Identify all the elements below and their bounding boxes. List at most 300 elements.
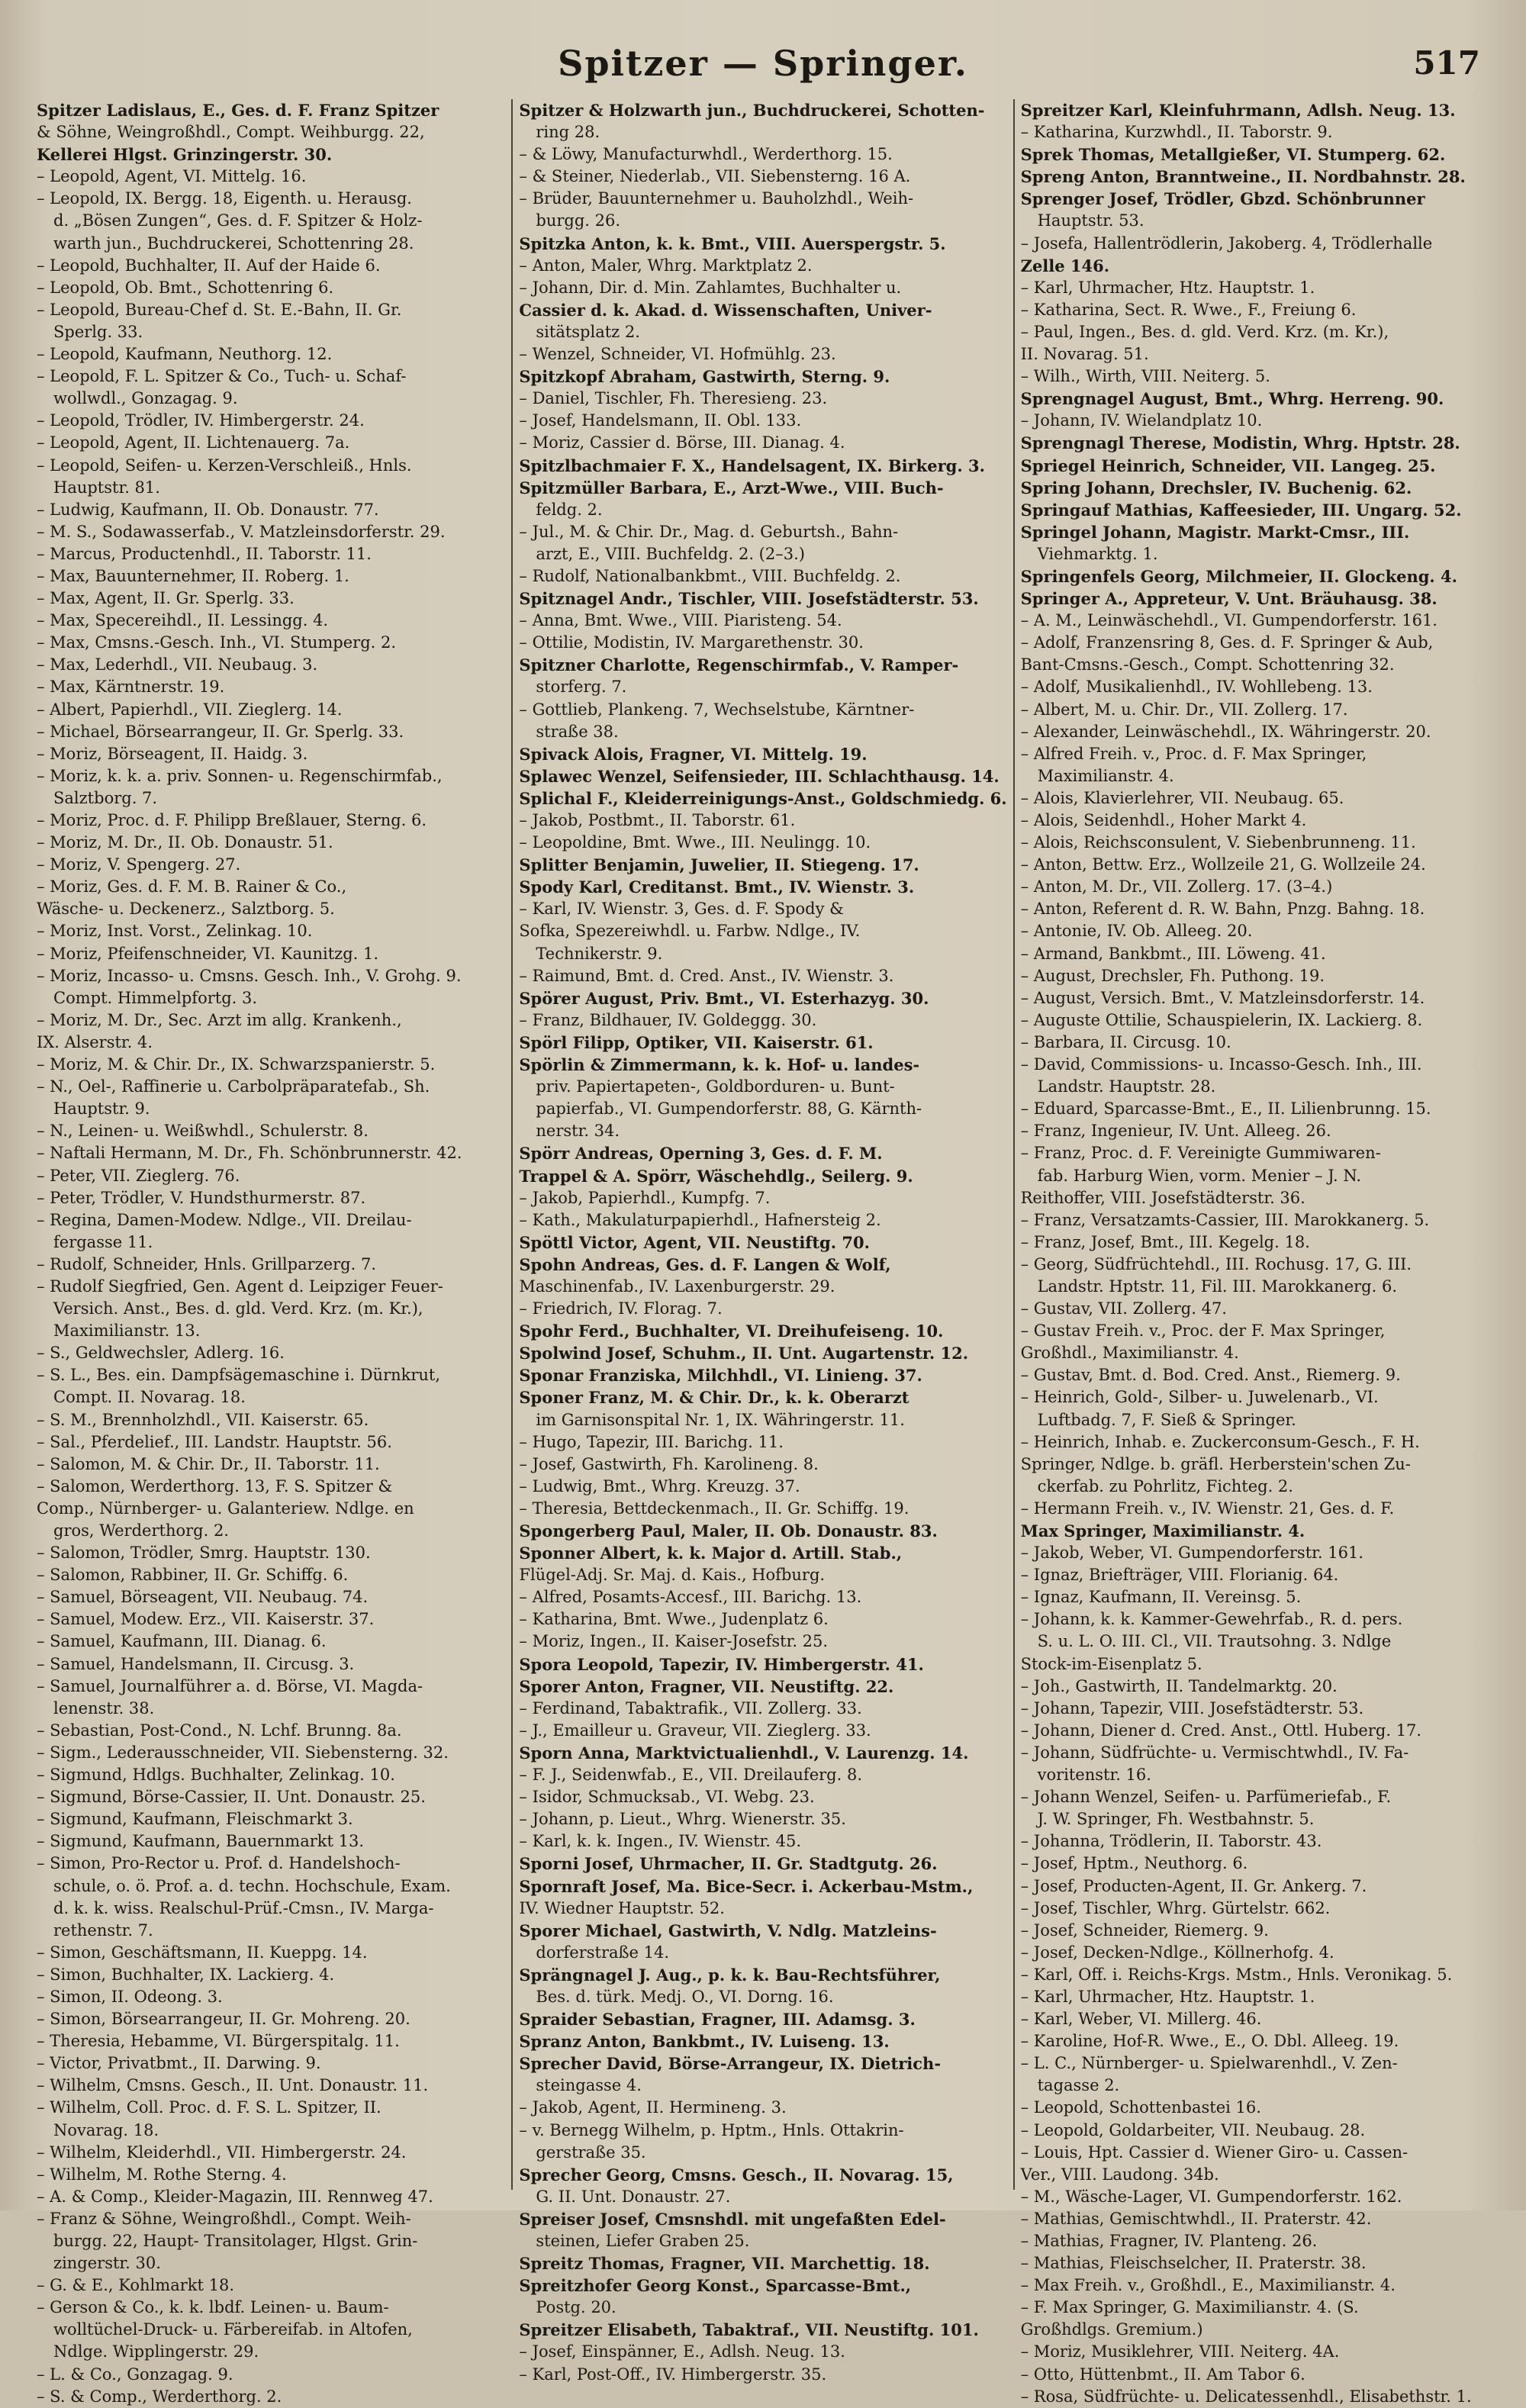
- directory-entry: – David, Commissions- u. Incasso-Gesch. Inh., III.: [1020, 1055, 1422, 1074]
- directory-entry: – Sal., Pferdelief., III. Landstr. Hauptstr. 56.: [37, 1432, 392, 1451]
- directory-entry: – Johann, Diener d. Cred. Anst., Ottl. Huberg. 17.: [1020, 1721, 1422, 1740]
- directory-entry: steingasse 4.: [536, 2076, 642, 2095]
- directory-entry: – August, Versich. Bmt., V. Matzleinsdorferstr. 14.: [1020, 988, 1425, 1007]
- directory-entry: – M. S., Sodawasserfab., V. Matzleinsdorferstr. 29.: [37, 522, 446, 541]
- directory-entry: Sprengnagl Therese, Modistin, Whrg. Hptstr. 28.: [1020, 433, 1460, 453]
- directory-entry: G. II. Unt. Donaustr. 27.: [536, 2187, 731, 2206]
- directory-entry: – Moriz, Ges. d. F. M. B. Rainer & Co.,: [37, 877, 347, 897]
- directory-entry: – Katharina, Bmt. Wwe., Judenplatz 6.: [519, 1610, 829, 1629]
- directory-entry: Spornraft Josef, Ma. Bice-Secr. i. Ackerbau-Mstm.,: [519, 1876, 974, 1896]
- directory-entry: – Leopold, Schottenbastei 16.: [1020, 2098, 1261, 2117]
- directory-entry: d. k. k. wiss. Realschul-Prüf.-Cmsn., IV. Marga-: [53, 1898, 434, 1917]
- directory-entry: – Sebastian, Post-Cond., N. Lchf. Brunng. 8a.: [37, 1721, 402, 1740]
- directory-entry: Springenfels Georg, Milchmeier, II. Glockeng. 4.: [1020, 566, 1457, 586]
- directory-entry: Kellerei Hlgst. Grinzingerstr. 30.: [37, 145, 333, 165]
- directory-entry: arzt, E., VIII. Buchfeldg. 2. (2–3.): [536, 544, 805, 563]
- directory-entry: – Josef, Hptm., Neuthorg. 6.: [1020, 1854, 1248, 1873]
- directory-entry: – Josef, Schneider, Riemerg. 9.: [1020, 1920, 1269, 1940]
- directory-entry: – Gottlieb, Plankeng. 7, Wechselstube, Kärntner-: [519, 700, 915, 719]
- directory-entry: Hauptstr. 9.: [53, 1099, 150, 1119]
- directory-entry: Max Springer, Maximilianstr. 4.: [1020, 1521, 1305, 1540]
- directory-entry: Maximilianstr. 4.: [1037, 766, 1174, 785]
- directory-entry: – Gustav, VII. Zollerg. 47.: [1020, 1299, 1227, 1318]
- directory-entry: – F. Max Springer, G. Maximilianstr. 4. (S.: [1020, 2298, 1359, 2317]
- directory-entry: Landstr. Hauptstr. 28.: [1037, 1077, 1216, 1096]
- directory-entry: – Anton, Referent d. R. W. Bahn, Pnzg. Bahng. 18.: [1020, 900, 1425, 919]
- directory-entry: warth jun., Buchdruckerei, Schottenring 28.: [53, 233, 414, 253]
- directory-entry: Maschinenfab., IV. Laxenburgerstr. 29.: [519, 1276, 835, 1296]
- directory-entry: Wäsche- u. Deckenerz., Salztborg. 5.: [37, 900, 335, 919]
- directory-entry: Spörl Filipp, Optiker, VII. Kaiserstr. 61.: [519, 1032, 874, 1052]
- directory-entry: Spreitzer Elisabeth, Tabaktraf., VII. Neustiftg. 101.: [519, 2320, 979, 2340]
- directory-entry: – Franz, Proc. d. F. Vereinigte Gummiwaren-: [1020, 1144, 1381, 1163]
- directory-entry: d. „Bösen Zungen“, Ges. d. F. Spitzer & Holz-: [53, 211, 423, 230]
- directory-entry: – Josef, Einspänner, E., Adlsh. Neug. 13.: [519, 2342, 845, 2361]
- directory-entry: – Marcus, Productenhdl., II. Taborstr. 11.: [37, 544, 372, 563]
- directory-entry: – Albert, M. u. Chir. Dr., VII. Zollerg. 17.: [1020, 700, 1348, 719]
- directory-entry: Viehmarktg. 1.: [1037, 544, 1158, 563]
- directory-entry: Maximilianstr. 13.: [53, 1322, 201, 1341]
- directory-entry: – Johann, Tapezir, VIII. Josefstädterstr. 53.: [1020, 1698, 1364, 1717]
- directory-entry: – Wilhelm, Coll. Proc. d. F. S. L. Spitzer, II.: [37, 2098, 382, 2117]
- directory-entry: – Theresia, Bettdeckenmach., II. Gr. Schiffg. 19.: [519, 1499, 909, 1518]
- entries-columns: [31, 99, 1495, 2406]
- directory-entry: Spitzer & Holzwarth jun., Buchdruckerei, Schotten-: [519, 101, 985, 120]
- directory-entry: – Karl, Post-Off., IV. Himbergerstr. 35.: [519, 2365, 827, 2384]
- directory-entry: Spreng Anton, Branntweine., II. Nordbahnstr. 28.: [1020, 167, 1466, 187]
- directory-entry: – Samuel, Kaufmann, III. Dianag. 6.: [37, 1632, 327, 1651]
- directory-entry: Sofka, Spezereiwhdl. u. Farbw. Ndlge., IV.: [519, 922, 861, 941]
- directory-entry: – Leopold, Agent, II. Lichtenauerg. 7a.: [37, 433, 350, 452]
- directory-entry: – Albert, Papierhdl., VII. Zieglerg. 14.: [37, 700, 343, 719]
- directory-entry: – Moriz, Börseagent, II. Haidg. 3.: [37, 744, 308, 763]
- directory-entry: – Georg, Südfrüchtehdl., III. Rochusg. 17, G. III.: [1020, 1254, 1412, 1273]
- directory-entry: Landstr. Hptstr. 11, Fil. III. Marokkanerg. 6.: [1037, 1276, 1397, 1296]
- directory-entry: – Johann Wenzel, Seifen- u. Parfümeriefab., F.: [1020, 1788, 1392, 1807]
- directory-entry: – Gustav Freih. v., Proc. der F. Max Springer,: [1020, 1322, 1386, 1341]
- directory-entry: & Söhne, Weingroßhdl., Compt. Weihburgg. 22,: [37, 123, 425, 142]
- directory-entry: Splichal F., Kleiderreinigungs-Anst., Goldschmiedg. 6.: [519, 788, 1007, 808]
- directory-entry: – Johann, Südfrüchte- u. Vermischtwhdl., IV. Fa-: [1020, 1743, 1409, 1762]
- directory-entry: Springer, Ndlge. b. gräfl. Herberstein'schen Zu-: [1020, 1454, 1411, 1473]
- directory-entry: – Karl, k. k. Ingen., IV. Wienstr. 45.: [519, 1832, 801, 1851]
- directory-entry: Spriegel Heinrich, Schneider, VII. Langeg. 25.: [1020, 456, 1436, 475]
- directory-entry: Sponner Albert, k. k. Major d. Artill. Stab.,: [519, 1544, 903, 1563]
- directory-entry: – Wilh., Wirth, VIII. Neiterg. 5.: [1020, 367, 1270, 386]
- directory-entry: Postg. 20.: [536, 2298, 617, 2317]
- directory-entry: – Ludwig, Kaufmann, II. Ob. Donaustr. 77.: [37, 500, 379, 519]
- directory-entry: – Hermann Freih. v., IV. Wienstr. 21, Ges. d. F.: [1020, 1499, 1395, 1518]
- directory-entry: steinen, Liefer Graben 25.: [536, 2232, 750, 2250]
- directory-entry: Spitzner Charlotte, Regenschirmfab., V. Ramper-: [519, 655, 959, 675]
- directory-entry: – Louis, Hpt. Cassier d. Wiener Giro- u. Cassen-: [1020, 2142, 1408, 2162]
- directory-entry: – Simon, II. Odeong. 3.: [37, 1987, 223, 2006]
- directory-entry: – Simon, Börsearrangeur, II. Gr. Mohreng. 20.: [37, 2010, 410, 2029]
- directory-entry: – N., Oel-, Raffinerie u. Carbolpräparatefab., Sh.: [37, 1077, 430, 1096]
- page-title: Spitzer — Springer.: [558, 43, 968, 84]
- directory-entry: – Moriz, M. Dr., II. Ob. Donaustr. 51.: [37, 833, 333, 852]
- directory-entry: – Regina, Damen-Modew. Ndlge., VII. Dreilau-: [37, 1210, 412, 1229]
- directory-entry: – Karl, IV. Wienstr. 3, Ges. d. F. Spody &: [519, 900, 844, 919]
- directory-entry: – Karl, Off. i. Reichs-Krgs. Mstm., Hnls. Veronikag. 5.: [1020, 1965, 1453, 1984]
- directory-entry: – Michael, Börsearrangeur, II. Gr. Sperlg. 33.: [37, 722, 404, 741]
- directory-entry: – Salomon, Werderthorg. 13, F. S. Spitzer &: [37, 1476, 393, 1495]
- directory-entry: Sponer Franz, M. & Chir. Dr., k. k. Oberarzt: [519, 1388, 909, 1408]
- directory-entry: Sprängnagel J. Aug., p. k. k. Bau-Rechtsführer,: [519, 1965, 941, 1985]
- directory-entry: wollwdl., Gonzagag. 9.: [53, 389, 238, 408]
- directory-entry: – Ignaz, Briefträger, VIII. Florianig. 64.: [1020, 1566, 1339, 1585]
- directory-entry: – Jakob, Papierhdl., Kumpfg. 7.: [519, 1188, 771, 1207]
- directory-entry: – Samuel, Journalführer a. d. Börse, VI. Magda-: [37, 1676, 423, 1695]
- directory-entry: – A. & Comp., Kleider-Magazin, III. Rennweg 47.: [37, 2187, 433, 2206]
- column-right: [1015, 99, 1495, 2406]
- directory-entry: – Simon, Geschäftsmann, II. Kueppg. 14.: [37, 1943, 368, 1962]
- directory-entry: – Sigmund, Hdlgs. Buchhalter, Zelinkag. 10.: [37, 1766, 395, 1785]
- directory-entry: – Sigmund, Börse-Cassier, II. Unt. Donaustr. 25.: [37, 1788, 426, 1807]
- directory-entry: – Eduard, Sparcasse-Bmt., E., II. Lilienbrunng. 15.: [1020, 1099, 1431, 1119]
- directory-entry: – Alfred Freih. v., Proc. d. F. Max Springer,: [1020, 744, 1367, 763]
- directory-entry: Spolwind Josef, Schuhm., II. Unt. Augartenstr. 12.: [519, 1344, 969, 1363]
- directory-entry: – Max, Lederhdl., VII. Neubaug. 3.: [37, 655, 318, 674]
- directory-entry: – Josef, Handelsmann, II. Obl. 133.: [519, 411, 802, 430]
- directory-entry: im Garnisonspital Nr. 1, IX. Währingerstr. 11.: [536, 1410, 905, 1429]
- directory-entry: – Leopold, Trödler, IV. Himbergerstr. 24.: [37, 411, 365, 430]
- directory-entry: Springer A., Appreteur, V. Unt. Bräuhausg. 38.: [1020, 589, 1437, 609]
- directory-entry: – Johann, IV. Wielandplatz 10.: [1020, 411, 1263, 430]
- directory-entry: – Mathias, Fragner, IV. Planteng. 26.: [1020, 2232, 1318, 2250]
- directory-entry: – Anton, Bettw. Erz., Wollzeile 21, G. Wollzeile 24.: [1020, 855, 1426, 874]
- directory-entry: – Hugo, Tapezir, III. Barichg. 11.: [519, 1432, 784, 1451]
- directory-entry: – Max Freih. v., Großhdl., E., Maximilianstr. 4.: [1020, 2276, 1396, 2295]
- directory-entry: nerstr. 34.: [536, 1122, 620, 1141]
- page-header: [31, 40, 1495, 98]
- directory-entry: Zelle 146.: [1020, 256, 1110, 275]
- directory-entry: S. u. L. O. III. Cl., VII. Trautsohng. 3. Ndlge: [1037, 1632, 1392, 1651]
- directory-entry: – Barbara, II. Circusg. 10.: [1020, 1032, 1231, 1051]
- directory-entry: – Johann, k. k. Kammer-Gewehrfab., R. d. pers.: [1020, 1610, 1403, 1629]
- directory-entry: ring 28.: [536, 123, 600, 142]
- directory-entry: – Raimund, Bmt. d. Cred. Anst., IV. Wienstr. 3.: [519, 966, 894, 985]
- directory-entry: – Jakob, Agent, II. Hermineng. 3.: [519, 2098, 787, 2117]
- directory-entry: – Antonie, IV. Ob. Alleeg. 20.: [1020, 922, 1253, 941]
- directory-entry: dorferstraße 14.: [536, 1943, 670, 1962]
- directory-entry: – Josefa, Hallentrödlerin, Jakoberg. 4, Trödlerhalle: [1020, 233, 1433, 253]
- directory-entry: – Adolf, Musikalienhdl., IV. Wohllebeng. 13.: [1020, 678, 1373, 697]
- directory-entry: Ver., VIII. Laudong. 34b.: [1020, 2165, 1219, 2184]
- directory-entry: – Simon, Pro-Rector u. Prof. d. Handelshoch-: [37, 1854, 401, 1873]
- directory-entry: – Victor, Privatbmt., II. Darwing. 9.: [37, 2054, 321, 2073]
- directory-entry: IV. Wiedner Hauptstr. 52.: [519, 1898, 725, 1917]
- directory-entry: – Ignaz, Kaufmann, II. Vereinsg. 5.: [1020, 1588, 1302, 1607]
- directory-entry: – Franz, Josef, Bmt., III. Kegelg. 18.: [1020, 1232, 1310, 1251]
- directory-entry: – Samuel, Modew. Erz., VII. Kaiserstr. 37.: [37, 1610, 375, 1629]
- directory-entry: zingerstr. 30.: [53, 2254, 161, 2273]
- directory-entry: – Sigmund, Kaufmann, Bauernmarkt 13.: [37, 1832, 364, 1851]
- directory-entry: – Max, Bauunternehmer, II. Roberg. 1.: [37, 566, 349, 585]
- directory-entry: – Rudolf, Schneider, Hnls. Grillparzerg. 7.: [37, 1254, 376, 1273]
- directory-entry: – Joh., Gastwirth, II. Tandelmarktg. 20.: [1020, 1676, 1338, 1695]
- directory-entry: – Katharina, Sect. R. Wwe., F., Freiung 6.: [1020, 300, 1357, 319]
- directory-entry: – Moriz, M. Dr., Sec. Arzt im allg. Krankenh.,: [37, 1010, 402, 1029]
- directory-entry: – Alfred, Posamts-Accesf., III. Barichg. 13.: [519, 1588, 862, 1607]
- directory-entry: – Brüder, Bauunternehmer u. Bauholzhdl., Weih-: [519, 189, 914, 208]
- directory-entry: Sporn Anna, Marktvictualienhdl., V. Laurenzg. 14.: [519, 1743, 969, 1763]
- directory-entry: Spörer August, Priv. Bmt., VI. Esterhazyg. 30.: [519, 988, 929, 1008]
- directory-entry: storferg. 7.: [536, 678, 627, 697]
- directory-entry: Spohn Andreas, Ges. d. F. Langen & Wolf,: [519, 1254, 891, 1274]
- directory-entry: sitätsplatz 2.: [536, 322, 640, 341]
- directory-entry: Spreitzhofer Georg Konst., Sparcasse-Bmt.,: [519, 2276, 912, 2296]
- directory-entry: – Alexander, Leinwäschehdl., IX. Währingerstr. 20.: [1020, 722, 1431, 741]
- directory-entry: – A. M., Leinwäschehdl., VI. Gumpendorferstr. 161.: [1020, 611, 1437, 630]
- directory-entry: – Wilhelm, Cmsns. Gesch., II. Unt. Donaustr. 11.: [37, 2076, 429, 2095]
- directory-entry: – Salomon, Rabbiner, II. Gr. Schiffg. 6.: [37, 1566, 349, 1585]
- directory-entry: – Josef, Tischler, Whrg. Gürtelstr. 662.: [1020, 1898, 1331, 1917]
- directory-entry: – Gerson & Co., k. k. lbdf. Leinen- u. Baum-: [37, 2298, 389, 2317]
- directory-entry: – L. & Co., Gonzagag. 9.: [37, 2365, 233, 2384]
- directory-entry: Splitter Benjamin, Juwelier, II. Stiegeng. 17.: [519, 855, 919, 875]
- directory-entry: – Peter, Trödler, V. Hundsthurmerstr. 87.: [37, 1188, 366, 1207]
- directory-entry: – Moriz, M. & Chir. Dr., IX. Schwarzspanierstr. 5.: [37, 1055, 436, 1074]
- directory-entry: Spitzer Ladislaus, E., Ges. d. F. Franz Spitzer: [37, 101, 439, 120]
- directory-entry: – Katharina, Kurzwhdl., II. Taborstr. 9.: [1020, 123, 1333, 142]
- directory-entry: Trappel & A. Spörr, Wäschehdlg., Seilerg. 9.: [519, 1166, 913, 1186]
- column-middle: [513, 99, 1014, 2384]
- directory-entry: Stock-im-Eisenplatz 5.: [1020, 1654, 1202, 1673]
- directory-entry: – Max, Agent, II. Gr. Sperlg. 33.: [37, 589, 295, 608]
- directory-entry: Sprecher David, Börse-Arrangeur, IX. Dietrich-: [519, 2054, 942, 2074]
- directory-entry: – Johanna, Trödlerin, II. Taborstr. 43.: [1020, 1832, 1322, 1851]
- directory-entry: Novarag. 18.: [53, 2120, 159, 2139]
- directory-entry: – N., Leinen- u. Weißwhdl., Schulerstr. 8.: [37, 1122, 369, 1141]
- directory-entry: – Otto, Hüttenbmt., II. Am Tabor 6.: [1020, 2365, 1305, 2384]
- directory-entry: – v. Bernegg Wilhelm, p. Hptm., Hnls. Ottakrin-: [519, 2120, 904, 2139]
- directory-entry: Sprek Thomas, Metallgießer, VI. Stumperg. 62.: [1020, 145, 1446, 165]
- directory-entry: burgg. 26.: [536, 211, 621, 230]
- directory-entry: – & Steiner, Niederlab., VII. Siebensterng. 16 A.: [519, 167, 911, 186]
- directory-entry: – Samuel, Börseagent, VII. Neubaug. 74.: [37, 1588, 369, 1607]
- directory-entry: Sporer Michael, Gastwirth, V. Ndlg. Matzleins-: [519, 1920, 937, 1940]
- directory-entry: – Heinrich, Inhab. e. Zuckerconsum-Gesch., F. H.: [1020, 1432, 1420, 1451]
- directory-entry: – Theresia, Hebamme, VI. Bürgerspitalg. 11.: [37, 2032, 400, 2051]
- directory-entry: – Ferdinand, Tabaktrafik., VII. Zollerg. 33.: [519, 1698, 862, 1717]
- directory-entry: – Leopold, Buchhalter, II. Auf der Haide 6.: [37, 256, 381, 275]
- directory-entry: – Friedrich, IV. Florag. 7.: [519, 1299, 723, 1318]
- directory-entry: – Gustav, Bmt. d. Bod. Cred. Anst., Riemerg. 9.: [1020, 1366, 1401, 1385]
- directory-entry: Spohr Ferd., Buchhalter, VI. Dreihufeiseng. 10.: [519, 1322, 944, 1341]
- directory-entry: Spörlin & Zimmermann, k. k. Hof- u. landes-: [519, 1055, 920, 1075]
- directory-entry: – Anton, M. Dr., VII. Zollerg. 17. (3–4.): [1020, 877, 1333, 897]
- directory-entry: – S. & Comp., Werderthorg. 2.: [37, 2387, 282, 2406]
- directory-entry: – Franz, Bildhauer, IV. Goldeggg. 30.: [519, 1010, 817, 1029]
- directory-entry: voritenstr. 16.: [1037, 1766, 1151, 1785]
- directory-entry: Compt. Himmelpfortg. 3.: [53, 988, 258, 1007]
- directory-entry: – Franz & Söhne, Weingroßhdl., Compt. Weih-: [37, 2209, 411, 2228]
- directory-entry: – Jakob, Weber, VI. Gumpendorferstr. 161.: [1020, 1544, 1363, 1563]
- directory-entry: Technikerstr. 9.: [536, 944, 663, 963]
- directory-entry: – Leopold, F. L. Spitzer & Co., Tuch- u. Schaf-: [37, 367, 407, 386]
- directory-entry: Sprengnagel August, Bmt., Whrg. Herreng. 90.: [1020, 389, 1444, 409]
- directory-entry: – Rudolf, Nationalbankbmt., VIII. Buchfeldg. 2.: [519, 566, 901, 585]
- directory-entry: – Paul, Ingen., Bes. d. gld. Verd. Krz. (m. Kr.),: [1020, 322, 1389, 341]
- directory-entry: – Johann, Dir. d. Min. Zahlamtes, Buchhalter u.: [519, 278, 902, 297]
- directory-entry: Compt. II. Novarag. 18.: [53, 1388, 246, 1407]
- directory-entry: – Simon, Buchhalter, IX. Lackierg. 4.: [37, 1965, 335, 1984]
- directory-entry: – Wenzel, Schneider, VI. Hofmühlg. 23.: [519, 345, 836, 364]
- directory-entry: Spitzka Anton, k. k. Bmt., VIII. Auerspergstr. 5.: [519, 233, 946, 253]
- directory-entry: – Alois, Reichsconsulent, V. Siebenbrunneng. 11.: [1020, 833, 1416, 852]
- directory-entry: gros, Werderthorg. 2.: [53, 1521, 229, 1540]
- directory-entry: fab. Harburg Wien, vorm. Menier – J. N.: [1037, 1166, 1362, 1185]
- directory-entry: lenenstr. 38.: [53, 1698, 155, 1717]
- directory-entry: Comp., Nürnberger- u. Galanteriew. Ndlge. en: [37, 1499, 414, 1518]
- directory-entry: – Leopold, Seifen- u. Kerzen-Verschleiß., Hnls.: [37, 456, 412, 475]
- directory-entry: – Karoline, Hof-R. Wwe., E., O. Dbl. Alleeg. 19.: [1020, 2032, 1399, 2051]
- directory-entry: Sporer Anton, Fragner, VII. Neustiftg. 22.: [519, 1676, 894, 1696]
- directory-entry: – Sigm., Lederausschneider, VII. Siebensterng. 32.: [37, 1743, 449, 1762]
- directory-entry: Sponar Franziska, Milchhdl., VI. Linieng. 37.: [519, 1366, 922, 1386]
- directory-entry: – J., Emailleur u. Graveur, VII. Zieglerg. 33.: [519, 1721, 871, 1740]
- directory-entry: – Leopold, Goldarbeiter, VII. Neubaug. 28.: [1020, 2120, 1366, 2139]
- directory-entry: – Heinrich, Gold-, Silber- u. Juwelenarb., VI.: [1020, 1388, 1379, 1407]
- directory-entry: Ndlge. Wipplingerstr. 29.: [53, 2342, 259, 2361]
- directory-entry: Bes. d. türk. Medj. O., VI. Dorng. 16.: [536, 1987, 834, 2006]
- directory-entry: – Adolf, Franzensring 8, Ges. d. F. Springer & Aub,: [1020, 633, 1434, 652]
- directory-entry: Spraider Sebastian, Fragner, III. Adamsg. 3.: [519, 2010, 916, 2030]
- directory-entry: – Max, Kärntnerstr. 19.: [37, 678, 225, 697]
- directory-entry: – Johann, p. Lieut., Whrg. Wienerstr. 35.: [519, 1810, 846, 1829]
- directory-entry: – Moriz, Incasso- u. Cmsns. Gesch. Inh., V. Grohg. 9.: [37, 966, 462, 985]
- directory-entry: fergasse 11.: [53, 1232, 153, 1251]
- directory-entry: priv. Papiertapeten-, Goldborduren- u. Bunt-: [536, 1077, 895, 1096]
- directory-entry: – Peter, VII. Zieglerg. 76.: [37, 1166, 240, 1185]
- directory-entry: straße 38.: [536, 722, 619, 741]
- directory-entry: – Moriz, Cassier d. Börse, III. Dianag. 4.: [519, 433, 845, 452]
- directory-entry: Springauf Mathias, Kaffeesieder, III. Ungarg. 52.: [1020, 500, 1462, 520]
- directory-entry: – Mathias, Fleischselcher, II. Praterstr. 38.: [1020, 2254, 1367, 2273]
- directory-entry: – Salomon, M. & Chir. Dr., II. Taborstr. 11.: [37, 1454, 380, 1473]
- directory-entry: – L. C., Nürnberger- u. Spielwarenhdl., V. Zen-: [1020, 2054, 1398, 2073]
- directory-entry: Luftbadg. 7, F. Sieß & Springer.: [1037, 1410, 1296, 1429]
- directory-entry: Cassier d. k. Akad. d. Wissenschaften, Univer-: [519, 300, 932, 320]
- directory-entry: Spivack Alois, Fragner, VI. Mittelg. 19.: [519, 744, 868, 764]
- directory-entry: Spöttl Victor, Agent, VII. Neustiftg. 70.: [519, 1232, 870, 1252]
- directory-entry: – Mathias, Gemischtwhdl., II. Praterstr. 42.: [1020, 2209, 1372, 2228]
- directory-entry: – Moriz, Ingen., II. Kaiser-Josefstr. 25.: [519, 1632, 829, 1651]
- directory-entry: – & Löwy, Manufacturwhdl., Werderthorg. 15.: [519, 145, 893, 164]
- directory-entry: Großhdl., Maximilianstr. 4.: [1020, 1344, 1239, 1363]
- directory-entry: – Leopold, Kaufmann, Neuthorg. 12.: [37, 345, 333, 364]
- directory-entry: – Karl, Uhrmacher, Htz. Hauptstr. 1.: [1020, 278, 1315, 297]
- directory-entry: – Moriz, Proc. d. F. Philipp Breßlauer, Sterng. 6.: [37, 811, 427, 829]
- directory-entry: – Karl, Weber, VI. Millerg. 46.: [1020, 2010, 1262, 2029]
- directory-entry: Bant-Cmsns.-Gesch., Compt. Schottenring 32.: [1020, 655, 1395, 674]
- directory-entry: – Josef, Gastwirth, Fh. Karolineng. 8.: [519, 1454, 819, 1473]
- directory-entry: – Jakob, Postbmt., II. Taborstr. 61.: [519, 811, 796, 829]
- directory-entry: – August, Drechsler, Fh. Puthong. 19.: [1020, 966, 1325, 985]
- directory-entry: Großhdlgs. Gremium.): [1020, 2320, 1203, 2339]
- directory-entry: – Anton, Maler, Whrg. Marktplatz 2.: [519, 256, 813, 275]
- directory-entry: – Leopold, Agent, VI. Mittelg. 16.: [37, 167, 307, 186]
- directory-entry: – Moriz, Pfeifenschneider, VI. Kaunitzg. 1.: [37, 944, 379, 963]
- directory-entry: – Isidor, Schmucksab., VI. Webg. 23.: [519, 1788, 815, 1807]
- directory-entry: – Armand, Bankbmt., III. Löweng. 41.: [1020, 944, 1326, 963]
- directory-entry: – S. L., Bes. ein. Dampfsägemaschine i. Dürnkrut,: [37, 1366, 441, 1385]
- directory-entry: rethenstr. 7.: [53, 1920, 153, 1940]
- directory-entry: Hauptstr. 53.: [1037, 211, 1144, 230]
- directory-entry: – Wilhelm, Kleiderhdl., VII. Himbergerstr. 24.: [37, 2142, 407, 2162]
- directory-entry: gerstraße 35.: [536, 2142, 646, 2162]
- directory-entry: – Karl, Uhrmacher, Htz. Hauptstr. 1.: [1020, 1987, 1315, 2006]
- directory-entry: Spitzkopf Abraham, Gastwirth, Sterng. 9.: [519, 367, 890, 387]
- directory-entry: Hauptstr. 81.: [53, 478, 160, 497]
- directory-entry: – Anna, Bmt. Wwe., VIII. Piaristeng. 54.: [519, 611, 842, 630]
- directory-entry: – Daniel, Tischler, Fh. Theresieng. 23.: [519, 389, 828, 408]
- directory-entry: Splawec Wenzel, Seifensieder, III. Schlachthausg. 14.: [519, 766, 1000, 786]
- directory-entry: – S. M., Brennholzhdl., VII. Kaiserstr. 65.: [37, 1410, 369, 1429]
- directory-entry: Versich. Anst., Bes. d. gld. Verd. Krz. (m. Kr.),: [53, 1299, 423, 1318]
- directory-entry: Reithoffer, VIII. Josefstädterstr. 36.: [1020, 1188, 1305, 1207]
- directory-entry: Spora Leopold, Tapezir, IV. Himbergerstr. 41.: [519, 1654, 924, 1674]
- directory-entry: – Kath., Makulaturpapierhdl., Hafnersteig 2.: [519, 1210, 881, 1229]
- directory-entry: Spranz Anton, Bankbmt., IV. Luiseng. 13.: [519, 2032, 890, 2052]
- directory-entry: – Ottilie, Modistin, IV. Margarethenstr. 30.: [519, 633, 864, 652]
- directory-entry: – Salomon, Trödler, Smrg. Hauptstr. 130.: [37, 1544, 371, 1563]
- directory-entry: Sprecher Georg, Cmsns. Gesch., II. Novarag. 15,: [519, 2165, 954, 2184]
- directory-entry: Spongerberg Paul, Maler, II. Ob. Donaustr. 83.: [519, 1521, 938, 1540]
- column-left: [31, 99, 513, 2406]
- directory-entry: – Alois, Klavierlehrer, VII. Neubaug. 65.: [1020, 788, 1344, 807]
- directory-entry: burgg. 22, Haupt- Transitolager, Hlgst. Grin-: [53, 2232, 418, 2250]
- directory-entry: – Franz, Versatzamts-Cassier, III. Marokkanerg. 5.: [1020, 1210, 1430, 1229]
- directory-entry: II. Novarag. 51.: [1020, 345, 1149, 364]
- directory-entry: – Wilhelm, M. Rothe Sterng. 4.: [37, 2165, 287, 2184]
- directory-entry: Spody Karl, Creditanst. Bmt., IV. Wienstr. 3.: [519, 877, 915, 897]
- directory-entry: – Rosa, Südfrüchte- u. Delicatessenhdl., Elisabethstr. 1.: [1020, 2387, 1472, 2406]
- directory-entry: – Moriz, Inst. Vorst., Zelinkag. 10.: [37, 922, 313, 941]
- directory-entry: – Rudolf Siegfried, Gen. Agent d. Leipziger Feuer-: [37, 1276, 443, 1296]
- directory-entry: tagasse 2.: [1037, 2076, 1120, 2095]
- directory-entry: – Leopold, Ob. Bmt., Schottenring 6.: [37, 278, 334, 297]
- directory-entry: – Max, Specereihdl., II. Lessingg. 4.: [37, 611, 329, 630]
- directory-entry: – Moriz, Musiklehrer, VIII. Neiterg. 4A.: [1020, 2342, 1340, 2361]
- directory-entry: papierfab., VI. Gumpendorferstr. 88, G. Kärnth-: [536, 1099, 922, 1119]
- directory-entry: – G. & E., Kohlmarkt 18.: [37, 2276, 234, 2295]
- directory-entry: – Moriz, V. Spengerg. 27.: [37, 855, 241, 874]
- directory-entry: Spreiser Josef, Cmsnshdl. mit ungefaßten Edel-: [519, 2209, 946, 2229]
- directory-entry: IX. Alserstr. 4.: [37, 1032, 153, 1051]
- directory-entry: schule, o. ö. Prof. a. d. techn. Hochschule, Exam.: [53, 1876, 451, 1895]
- directory-entry: – Josef, Decken-Ndlge., Köllnerhofg. 4.: [1020, 1943, 1334, 1962]
- directory-entry: Salztborg. 7.: [53, 788, 158, 807]
- directory-entry: – Leopoldine, Bmt. Wwe., III. Neulingg. 10.: [519, 833, 871, 852]
- directory-entry: J. W. Springer, Fh. Westbahnstr. 5.: [1037, 1810, 1315, 1829]
- directory-entry: Spreitz Thomas, Fragner, VII. Marchettig. 18.: [519, 2254, 930, 2274]
- directory-entry: – Moriz, k. k. a. priv. Sonnen- u. Regenschirmfab.,: [37, 766, 443, 785]
- directory-entry: – Leopold, Bureau-Chef d. St. E.-Bahn, II. Gr.: [37, 300, 402, 319]
- directory-entry: – Leopold, IX. Bergg. 18, Eigenth. u. Herausg.: [37, 189, 412, 208]
- directory-entry: – Auguste Ottilie, Schauspielerin, IX. Lackierg. 8.: [1020, 1010, 1423, 1029]
- directory-entry: Spring Johann, Drechsler, IV. Buchenig. 62.: [1020, 478, 1412, 497]
- directory-entry: Flügel-Adj. Sr. Maj. d. Kais., Hofburg.: [519, 1566, 826, 1585]
- directory-entry: Sprenger Josef, Trödler, Gbzd. Schönbrunner: [1020, 189, 1425, 209]
- directory-entry: Springel Johann, Magistr. Markt-Cmsr., III.: [1020, 522, 1410, 542]
- directory-entry: Spitzlbachmaier F. X., Handelsagent, IX. Birkerg. 3.: [519, 456, 985, 475]
- directory-entry: – Franz, Ingenieur, IV. Unt. Alleeg. 26.: [1020, 1122, 1331, 1141]
- directory-entry: – S., Geldwechsler, Adlerg. 16.: [37, 1344, 285, 1363]
- directory-entry: wolltüchel-Druck- u. Färbereifab. in Altofen,: [53, 2320, 413, 2339]
- directory-entry: – Max, Cmsns.-Gesch. Inh., VI. Stumperg. 2.: [37, 633, 397, 652]
